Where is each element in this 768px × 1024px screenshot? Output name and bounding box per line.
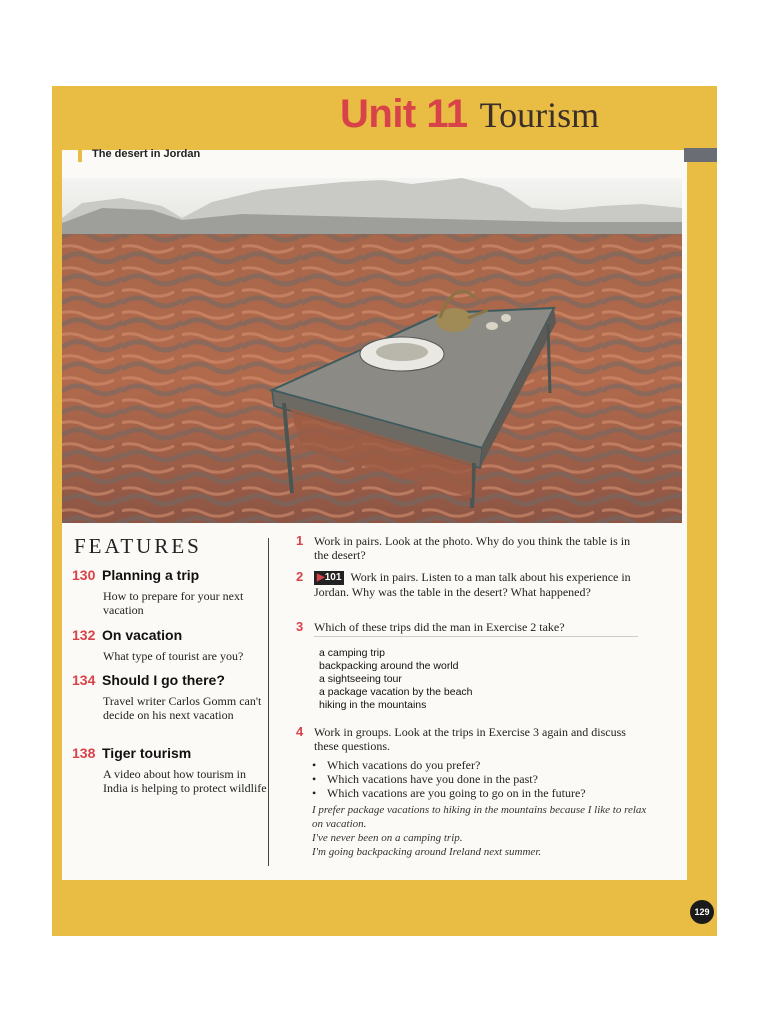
- feature-desc: A video about how tourism in India is helping to protect wildlife: [103, 767, 267, 795]
- trip-item: backpacking around the world: [319, 660, 459, 672]
- features-heading: FEATURES: [74, 534, 202, 558]
- exercise-text: Which of these trips did the man in Exercise 2 take?: [314, 620, 565, 634]
- question-list: [312, 758, 586, 800]
- example-answer: I've never been on a camping trip.: [312, 832, 463, 844]
- feature-title: On vacation: [102, 627, 183, 643]
- column-divider: [268, 538, 269, 866]
- feature-item[interactable]: [72, 672, 272, 722]
- feature-title: Planning a trip: [102, 567, 200, 583]
- feature-page: 134: [72, 672, 96, 688]
- audio-play-icon[interactable]: ▶101: [314, 571, 344, 585]
- unit-topic: Tourism: [479, 95, 600, 135]
- feature-item[interactable]: [72, 627, 272, 663]
- trip-item: a camping trip: [319, 647, 385, 659]
- trip-list: [319, 647, 473, 712]
- example-answer: I'm going backpacking around Ireland next summer.: [312, 846, 542, 858]
- question-item: • Which vacations do you prefer?: [312, 758, 586, 772]
- desert-photo: [62, 178, 682, 523]
- exercise-1: [296, 534, 636, 562]
- example-answers: [312, 803, 652, 859]
- exercise-text: Work in pairs. Look at the photo. Why do you think the table is in the desert?: [314, 534, 631, 562]
- example-answer: I prefer package vacations to hiking in the mountains because I like to relax on vacation.: [312, 804, 647, 830]
- audio-track-number: 101: [324, 572, 342, 583]
- question-item: • Which vacations are you going to go on in the future?: [312, 786, 586, 800]
- feature-desc: Travel writer Carlos Gomm can't decide on his next vacation: [103, 694, 262, 722]
- feature-page: 130: [72, 567, 96, 583]
- feature-title: Tiger tourism: [102, 745, 192, 761]
- trip-item: a package vacation by the beach: [319, 686, 473, 698]
- page-title: [340, 92, 599, 137]
- divider-line: [314, 636, 638, 637]
- trip-item: hiking in the mountains: [319, 699, 427, 711]
- exercise-number: 1: [296, 533, 304, 548]
- feature-item[interactable]: [72, 745, 272, 795]
- exercise-text: Work in pairs. Listen to a man talk about his experience in Jordan. Why was the table in the desert? What happened?: [314, 570, 631, 599]
- feature-desc: What type of tourist are you?: [103, 649, 244, 663]
- exercise-number: 2: [296, 569, 304, 584]
- page-number: 129: [690, 900, 714, 924]
- side-tab: [684, 148, 717, 162]
- trip-item: a sightseeing tour: [319, 673, 402, 685]
- feature-title: Should I go there?: [102, 672, 225, 688]
- feature-desc: How to prepare for your next vacation: [103, 589, 244, 617]
- exercise-number: 3: [296, 619, 304, 634]
- exercise-3: [296, 620, 636, 634]
- exercise-4: [296, 725, 636, 753]
- feature-page: 138: [72, 745, 96, 761]
- unit-number: Unit 11: [340, 92, 468, 136]
- feature-item[interactable]: [72, 567, 272, 617]
- exercise-number: 4: [296, 724, 304, 739]
- feature-page: 132: [72, 627, 96, 643]
- question-item: • Which vacations have you done in the past?: [312, 772, 586, 786]
- exercise-2: [296, 570, 636, 599]
- photo-caption: The desert in Jordan: [78, 146, 200, 162]
- exercise-text: Work in groups. Look at the trips in Exercise 3 again and discuss these questions.: [314, 725, 626, 753]
